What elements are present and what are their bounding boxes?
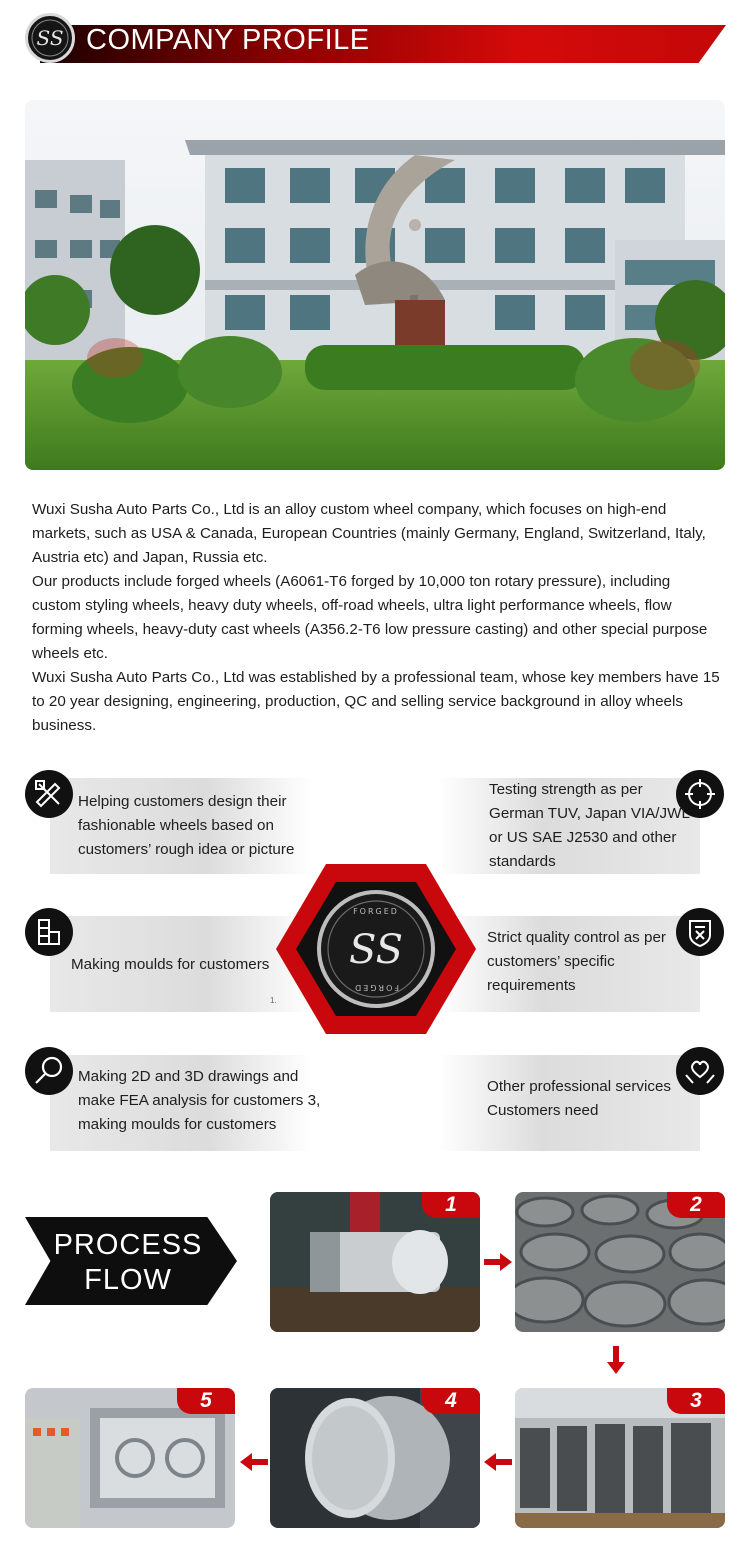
arrow-left-icon: [240, 1453, 268, 1476]
center-hexagon-logo: [276, 864, 476, 1034]
arrow-down-icon: [607, 1346, 625, 1379]
center-logo-text-top: FORGED: [353, 907, 399, 916]
process-title-line2: FLOW: [84, 1264, 172, 1296]
intro-paragraph: Our products include forged wheels (A6061-T6 forged by 10,000 ton rotary pressure), including custom styling wheels, heavy duty wheels, off-road wheels, ultra light performance wheels, flow forming wheels, heavy-duty cast wheels (A356.2-T6 low pressure casting) and other special purpose wheels etc.: [32, 573, 708, 662]
company-intro: [32, 498, 722, 738]
intro-paragraph: Wuxi Susha Auto Parts Co., Ltd is an alloy custom wheel company, which focuses on high-end markets, such as USA & Canada, European Countries (mainly Germany, England, Switzerland, Italy, Austria etc) and Japan, Russia etc.: [32, 501, 706, 566]
center-logo-text-bottom: FORGED: [353, 983, 399, 992]
feature-text-mould: Making moulds for customers: [71, 956, 270, 973]
intro-paragraph: Wuxi Susha Auto Parts Co., Ltd was established by a professional team, whose key members have 15 to 20 year designing, engineering, production, QC and selling service background in alloy wheels business.: [32, 669, 720, 734]
design-tools-icon: [25, 770, 73, 818]
center-logo-mark: SS: [348, 927, 404, 973]
process-step-2: [515, 1192, 725, 1332]
process-step-5: [25, 1388, 235, 1528]
step-number: 2: [667, 1192, 725, 1218]
process-step-3: [515, 1388, 725, 1528]
step-number: 4: [422, 1388, 480, 1414]
process-flow-title: [22, 1228, 234, 1298]
process-step-4: [270, 1388, 480, 1528]
svg-text:SS: SS: [36, 26, 64, 50]
arrow-left-icon: [484, 1453, 512, 1476]
company-building-photo: [25, 100, 725, 470]
feature-text-testing: Testing strength as per German TUV, Japan VIA/JWL or US SAE J2530 and other standards: [489, 781, 690, 870]
process-title-line1: PROCESS: [53, 1229, 203, 1261]
small-mark: 1.: [270, 996, 277, 1005]
page-title: COMPANY PROFILE: [86, 24, 370, 56]
process-step-1: [270, 1192, 480, 1332]
brand-logo: [25, 13, 75, 63]
step-number: 5: [177, 1388, 235, 1414]
step-number: 1: [422, 1192, 480, 1218]
mould-icon: [25, 908, 73, 956]
step-number: 3: [667, 1388, 725, 1414]
feature-text-services: Other professional services Customers need: [487, 1078, 672, 1119]
magnifier-icon: [25, 1047, 73, 1095]
feature-text-design: Helping customers design their fashionable wheels based on customers’ rough idea or picture: [78, 793, 295, 858]
arrow-right-icon: [484, 1253, 512, 1276]
feature-text-quality: Strict quality control as per customers’ specific requirements: [487, 929, 666, 994]
feature-text-drawing: Making 2D and 3D drawings and make FEA analysis for customers 3, making moulds for customers: [78, 1068, 321, 1133]
